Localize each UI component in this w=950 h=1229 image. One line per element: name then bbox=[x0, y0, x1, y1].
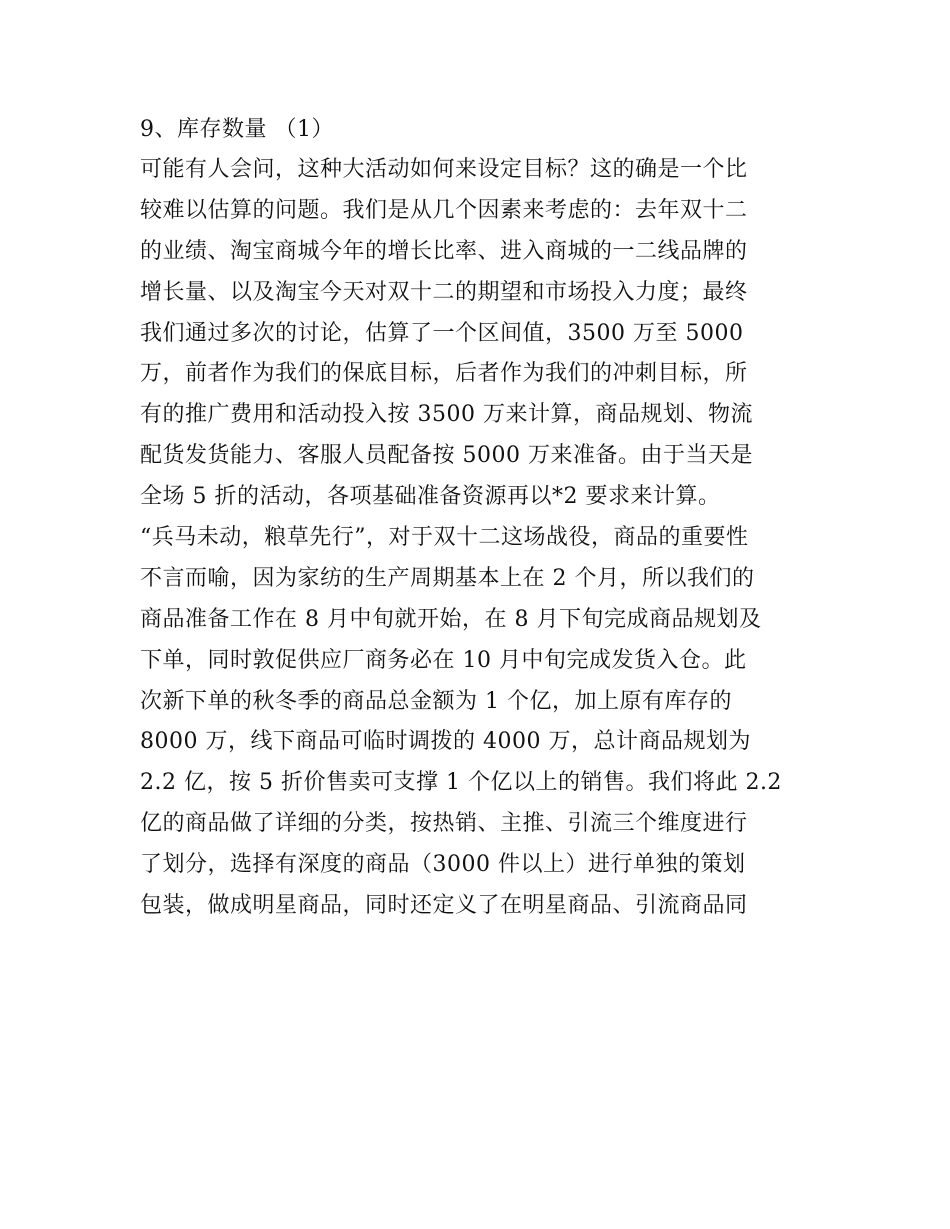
paragraph-line: 商品准备工作在 8 月中旬就开始，在 8 月下旬完成商品规划及 bbox=[140, 606, 762, 632]
document-body bbox=[140, 110, 820, 927]
paragraph-line: 万，前者作为我们的保底目标，后者作为我们的冲刺目标，所 bbox=[140, 361, 748, 387]
paragraph-line: 包装，做成明星商品，同时还定义了在明星商品、引流商品同 bbox=[140, 893, 748, 919]
paragraph-line: 亿的商品做了详细的分类，按热销、主推、引流三个维度进行 bbox=[140, 811, 748, 837]
paragraph-line: 配货发货能力、客服人员配备按 5000 万来准备。由于当天是 bbox=[140, 443, 753, 469]
paragraph-line: 有的推广费用和活动投入按 3500 万来计算，商品规划、物流 bbox=[140, 402, 753, 428]
paragraph-line: 可能有人会问，这种大活动如何来设定目标？这的确是一个比 bbox=[140, 157, 748, 182]
paragraph-line: 全场 5 折的活动，各项基础准备资源再以*2 要求来计算。 bbox=[140, 484, 721, 510]
paragraph-line: “兵马未动，粮草先行”，对于双十二这场战役，商品的重要性 bbox=[140, 525, 749, 551]
paragraph-line: 下单，同时敦促供应厂商务必在 10 月中旬完成发货入仓。此 bbox=[140, 647, 747, 673]
paragraph-line: 增长量、以及淘宝今天对双十二的期望和市场投入力度；最终 bbox=[140, 279, 748, 305]
paragraph-line: 次新下单的秋冬季的商品总金额为 1 个亿，加上原有库存的 bbox=[140, 688, 732, 714]
section-heading: 9、库存数量 （1） bbox=[140, 117, 334, 142]
paragraph-line: 较难以估算的问题。我们是从几个因素来考虑的：去年双十二 bbox=[140, 197, 748, 223]
paragraph-line: 了划分，选择有深度的商品（3000 件以上）进行单独的策划 bbox=[140, 852, 746, 878]
paragraph-line: 的业绩、淘宝商城今年的增长比率、进入商城的一二线品牌的 bbox=[140, 238, 748, 264]
paragraph-line: 不言而喻，因为家纺的生产周期基本上在 2 个月，所以我们的 bbox=[140, 565, 755, 591]
paragraph-line: 8000 万，线下商品可临时调拨的 4000 万，总计商品规划为 bbox=[140, 729, 751, 755]
paragraph-line: 2.2 亿，按 5 折价售卖可支撑 1 个亿以上的销售。我们将此 2.2 bbox=[140, 770, 782, 796]
paragraph-line: 我们通过多次的讨论，估算了一个区间值，3500 万至 5000 bbox=[140, 320, 744, 346]
